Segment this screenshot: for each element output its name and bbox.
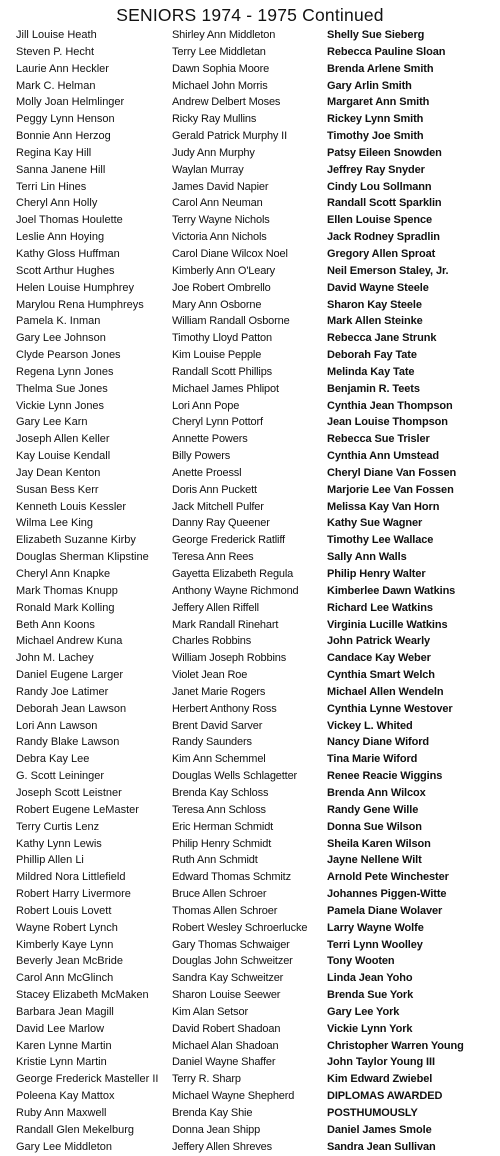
senior-name: Ruth Ann Schmidt: [172, 854, 258, 867]
senior-name: Ellen Louise Spence: [327, 214, 433, 227]
senior-name: Rebecca Pauline Sloan: [327, 45, 446, 58]
senior-name: Benjamin R. Teets: [327, 382, 420, 395]
senior-name: Anette Proessl: [172, 466, 242, 479]
senior-name: Cynthia Jean Thompson: [327, 399, 453, 412]
senior-name: Timothy Lee Wallace: [327, 534, 434, 547]
senior-name: Wilma Lee King: [16, 517, 94, 530]
senior-name: Arnold Pete Winchester: [327, 871, 449, 884]
senior-name: Brenda Kay Schloss: [172, 786, 269, 799]
senior-name: Cindy Lou Sollmann: [327, 180, 432, 193]
senior-name: Cheryl Ann Knapke: [16, 568, 111, 580]
senior-name: Kim Louise Pepple: [172, 349, 262, 362]
senior-name: Candace Kay Weber: [327, 652, 431, 665]
senior-name: Doris Ann Puckett: [172, 483, 257, 496]
senior-name: Terry Lee Middletan: [172, 45, 266, 58]
senior-name: Kathy Sue Wagner: [327, 517, 423, 530]
senior-name: Michael Allen Wendeln: [327, 685, 444, 698]
senior-name: Peggy Lynn Henson: [16, 113, 115, 126]
senior-name: Michael Andrew Kuna: [16, 635, 123, 648]
senior-name: Gary Arlin Smith: [327, 79, 412, 92]
senior-name: Carol Diane Wilcox Noel: [172, 247, 288, 260]
senior-name: Cheryl Ann Holly: [16, 197, 98, 210]
senior-name: Sally Ann Walls: [327, 551, 407, 564]
senior-name: Eric Herman Schmidt: [172, 820, 274, 833]
senior-name: Sanna Janene Hill: [16, 163, 106, 176]
senior-name: David Robert Shadoan: [172, 1022, 281, 1035]
senior-name: Linda Jean Yoho: [327, 972, 413, 985]
senior-name: Anthony Wayne Richmond: [172, 584, 299, 597]
senior-name: Rebecca Sue Trisler: [327, 433, 430, 446]
senior-name: Janet Marie Rogers: [172, 685, 266, 698]
senior-name: William Randall Osborne: [172, 315, 290, 328]
senior-name: Tony Wooten: [327, 955, 395, 968]
senior-name: Terry Wayne Nichols: [172, 214, 270, 227]
senior-name: Waylan Murray: [172, 163, 244, 176]
senior-name: Kay Louise Kendall: [16, 450, 111, 463]
senior-name: Carol Ann Neuman: [172, 197, 263, 210]
senior-name: G. Scott Leininger: [16, 770, 105, 783]
senior-name: Kristie Lynn Martin: [16, 1056, 107, 1069]
senior-name: Philip Henry Schmidt: [172, 837, 272, 850]
senior-name: Scott Arthur Hughes: [16, 264, 115, 277]
senior-name: Shirley Ann Middleton: [172, 29, 276, 41]
senior-name: Jeffrey Ray Snyder: [327, 163, 425, 176]
senior-name: Jeffery Allen Shreves: [172, 1140, 272, 1153]
senior-name: Gary Lee Johnson: [16, 332, 106, 345]
senior-name: Rickey Lynn Smith: [327, 113, 424, 126]
senior-name: Sharon Louise Seewer: [172, 989, 281, 1002]
senior-name: Edward Thomas Schmitz: [172, 871, 291, 884]
senior-name: George Frederick Masteller II: [16, 1073, 159, 1086]
senior-name: Judy Ann Murphy: [172, 146, 255, 159]
senior-name: Joe Robert Ombrello: [172, 281, 271, 294]
senior-name: Jay Dean Kenton: [16, 466, 101, 479]
senior-name: Timothy Joe Smith: [327, 130, 424, 143]
senior-name: Ronald Mark Kolling: [16, 601, 115, 614]
senior-name: Pamela Diane Wolaver: [327, 904, 443, 917]
senior-name: Debra Kay Lee: [16, 753, 90, 766]
senior-name: Mark C. Helman: [16, 79, 96, 92]
senior-name: Gary Lee York: [327, 1005, 400, 1018]
senior-name: Thelma Sue Jones: [16, 382, 108, 395]
senior-name: Beverly Jean McBride: [16, 955, 123, 968]
senior-name: Andrew Delbert Moses: [172, 96, 281, 109]
senior-name: Thomas Allen Schroer: [172, 904, 278, 917]
senior-name: Brenda Arlene Smith: [327, 62, 434, 75]
senior-name: Joel Thomas Houlette: [16, 214, 123, 227]
senior-name: Michael John Morris: [172, 79, 268, 92]
page-title: SENIORS 1974 - 1975 Continued: [116, 5, 384, 25]
senior-name: Sandra Jean Sullivan: [327, 1140, 436, 1153]
senior-name: Neil Emerson Staley, Jr.: [327, 264, 449, 277]
senior-name: Terri Lin Hines: [16, 180, 87, 193]
senior-name: Gary Lee Middleton: [16, 1140, 112, 1153]
senior-name: Dawn Sophia Moore: [172, 62, 270, 75]
senior-name: Cynthia Smart Welch: [327, 669, 435, 682]
senior-name: Cynthia Lynne Westover: [327, 702, 453, 715]
senior-name: Douglas Wells Schlagetter: [172, 770, 298, 783]
senior-name: Donna Sue Wilson: [327, 820, 422, 833]
senior-name: Karen Lynne Martin: [16, 1039, 112, 1052]
senior-name: Philip Henry Walter: [327, 568, 426, 580]
senior-name: Beth Ann Koons: [16, 618, 95, 631]
senior-name: Pamela K. Inman: [16, 315, 101, 328]
senior-name: Helen Louise Humphrey: [16, 281, 135, 294]
senior-name: Renee Reacie Wiggins: [327, 770, 443, 783]
name-column-1: [16, 27, 176, 1156]
senior-name: Marjorie Lee Van Fossen: [327, 483, 454, 496]
senior-name: Ricky Ray Mullins: [172, 113, 257, 126]
senior-name: Herbert Anthony Ross: [172, 702, 277, 715]
senior-name: Stacey Elizabeth McMaken: [16, 989, 149, 1002]
senior-name: Daniel James Smole: [327, 1123, 432, 1136]
senior-name: Timothy Lloyd Patton: [172, 332, 272, 345]
senior-name: Johannes Piggen-Witte: [327, 888, 447, 901]
senior-name: Regina Kay Hill: [16, 146, 92, 159]
senior-name: John M. Lachey: [16, 652, 94, 665]
senior-name: Nancy Diane Wiford: [327, 736, 430, 749]
senior-name: Vickie Lynn Jones: [16, 399, 105, 412]
senior-name: Rebecca Jane Strunk: [327, 332, 437, 345]
senior-name: Deborah Jean Lawson: [16, 702, 127, 715]
senior-name: Barbara Jean Magill: [16, 1005, 114, 1018]
senior-name: Margaret Ann Smith: [327, 96, 430, 109]
senior-name: Patsy Eileen Snowden: [327, 146, 442, 159]
senior-name: Mary Ann Osborne: [172, 298, 262, 311]
senior-name: Kathy Lynn Lewis: [16, 837, 102, 850]
senior-name: Gary Lee Karn: [16, 416, 88, 429]
senior-name: Regena Lynn Jones: [16, 365, 114, 378]
senior-name: Sheila Karen Wilson: [327, 837, 431, 850]
senior-name: Mark Randall Rinehart: [172, 618, 279, 631]
senior-name: Steven P. Hecht: [16, 45, 95, 58]
senior-name: Jeffery Allen Riffell: [172, 601, 259, 614]
senior-name: Victoria Ann Nichols: [172, 231, 267, 244]
name-column-2: [172, 27, 332, 1156]
senior-name: John Taylor Young III: [327, 1056, 435, 1069]
senior-name: Brenda Sue York: [327, 989, 414, 1002]
senior-name: Robert Wesley Schroerlucke: [172, 921, 308, 934]
senior-name: Marylou Rena Humphreys: [16, 298, 144, 311]
senior-name: POSTHUMOUSLY: [327, 1107, 418, 1119]
senior-name: Randy Blake Lawson: [16, 736, 120, 749]
senior-name: Randall Scott Sparklin: [327, 197, 442, 210]
senior-name: Mildred Nora Littlefield: [16, 871, 126, 884]
senior-name: Bruce Allen Schroer: [172, 888, 267, 901]
senior-name: Melinda Kay Tate: [327, 365, 415, 378]
senior-name: Annette Powers: [172, 433, 248, 446]
senior-name: Daniel Eugene Larger: [16, 669, 124, 682]
senior-name: Kim Ann Schemmel: [172, 753, 266, 766]
senior-name: Cynthia Ann Umstead: [327, 450, 439, 463]
senior-name: Susan Bess Kerr: [16, 483, 99, 496]
senior-name: Michael James Phlipot: [172, 382, 279, 395]
senior-name: Charles Robbins: [172, 635, 252, 648]
senior-name: Brenda Kay Shie: [172, 1107, 253, 1119]
senior-name: Clyde Pearson Jones: [16, 349, 121, 362]
senior-name: Deborah Fay Tate: [327, 349, 417, 362]
senior-name: Molly Joan Helmlinger: [16, 96, 125, 109]
senior-name: Jayne Nellene Wilt: [327, 854, 422, 867]
senior-name: Douglas Sherman Klipstine: [16, 551, 149, 564]
senior-name: Gerald Patrick Murphy II: [172, 130, 287, 143]
senior-name: Robert Louis Lovett: [16, 904, 112, 917]
senior-name: Shelly Sue Sieberg: [327, 29, 425, 41]
senior-name: William Joseph Robbins: [172, 652, 287, 665]
senior-name: Vickey L. Whited: [327, 719, 413, 732]
senior-name: David Lee Marlow: [16, 1022, 105, 1035]
senior-name: Gary Thomas Schwaiger: [172, 938, 290, 951]
senior-name: Kathy Gloss Huffman: [16, 247, 120, 260]
senior-name: Randall Scott Phillips: [172, 365, 273, 378]
senior-name: Gayetta Elizabeth Regula: [172, 568, 294, 580]
senior-name: Christopher Warren Young: [327, 1039, 464, 1052]
name-column-3: [327, 27, 497, 1156]
senior-name: Billy Powers: [172, 450, 231, 463]
senior-name: Cheryl Diane Van Fossen: [327, 466, 457, 479]
senior-name: Richard Lee Watkins: [327, 601, 433, 614]
senior-name: Danny Ray Queener: [172, 517, 270, 530]
senior-name: Virginia Lucille Watkins: [327, 618, 448, 631]
senior-name: Jack Mitchell Pulfer: [172, 500, 264, 513]
senior-name: Sharon Kay Steele: [327, 298, 422, 311]
senior-name: Wayne Robert Lynch: [16, 921, 118, 934]
senior-name: Donna Jean Shipp: [172, 1123, 261, 1136]
senior-name: Kimberly Kaye Lynn: [16, 938, 114, 951]
senior-name: Melissa Kay Van Horn: [327, 500, 440, 513]
senior-name: Kimberlee Dawn Watkins: [327, 584, 456, 597]
senior-name: James David Napier: [172, 180, 269, 193]
senior-name: Lori Ann Pope: [172, 399, 240, 412]
senior-name: DIPLOMAS AWARDED: [327, 1090, 443, 1103]
senior-name: Jean Louise Thompson: [327, 416, 448, 429]
senior-name: Jack Rodney Spradlin: [327, 231, 440, 244]
senior-name: Leslie Ann Hoying: [16, 231, 105, 244]
senior-name: Joseph Scott Leistner: [16, 786, 122, 799]
senior-name: Cheryl Lynn Pottorf: [172, 416, 263, 429]
senior-name: Michael Wayne Shepherd: [172, 1090, 295, 1103]
senior-name: Phillip Allen Li: [16, 854, 84, 867]
senior-name: Mark Allen Steinke: [327, 315, 423, 328]
senior-name: John Patrick Wearly: [327, 635, 431, 648]
senior-name: Gregory Allen Sproat: [327, 247, 436, 260]
senior-name: Kenneth Louis Kessler: [16, 500, 127, 513]
senior-name: Daniel Wayne Shaffer: [172, 1056, 276, 1069]
senior-name: Vickie Lynn York: [327, 1022, 413, 1035]
senior-name: Randy Saunders: [172, 736, 252, 749]
senior-name: Elizabeth Suzanne Kirby: [16, 534, 136, 547]
senior-name: Terry R. Sharp: [172, 1073, 241, 1086]
senior-name: Kimberly Ann O'Leary: [172, 264, 276, 277]
senior-name: Teresa Ann Rees: [172, 551, 254, 564]
senior-name: Randy Gene Wille: [327, 803, 419, 816]
senior-name: Terri Lynn Woolley: [327, 938, 423, 951]
senior-name: Michael Alan Shadoan: [172, 1039, 279, 1052]
senior-name: Larry Wayne Wolfe: [327, 921, 424, 934]
senior-name: Robert Eugene LeMaster: [16, 803, 139, 816]
senior-name: Jill Louise Heath: [16, 29, 97, 41]
senior-name: Mark Thomas Knupp: [16, 584, 118, 597]
senior-name: Joseph Allen Keller: [16, 433, 110, 446]
senior-name: Violet Jean Roe: [172, 669, 248, 682]
senior-name: Brenda Ann Wilcox: [327, 786, 426, 799]
senior-name: Teresa Ann Schloss: [172, 803, 266, 816]
senior-name: Douglas John Schweitzer: [172, 955, 293, 968]
senior-name: Brent David Sarver: [172, 719, 263, 732]
senior-name: Randall Glen Mekelburg: [16, 1123, 135, 1136]
senior-name: Kim Alan Setsor: [172, 1005, 249, 1018]
senior-name: Carol Ann McGlinch: [16, 972, 114, 985]
senior-name: Laurie Ann Heckler: [16, 62, 109, 75]
senior-name: Kim Edward Zwiebel: [327, 1073, 433, 1086]
senior-name: Sandra Kay Schweitzer: [172, 972, 284, 985]
senior-name: Tina Marie Wiford: [327, 753, 418, 766]
senior-name: Lori Ann Lawson: [16, 719, 98, 732]
senior-name: David Wayne Steele: [327, 281, 429, 294]
senior-name: Terry Curtis Lenz: [16, 820, 100, 833]
senior-name: Poleena Kay Mattox: [16, 1090, 115, 1103]
senior-name: Randy Joe Latimer: [16, 685, 109, 698]
senior-name: George Frederick Ratliff: [172, 534, 285, 547]
senior-name: Bonnie Ann Herzog: [16, 130, 111, 143]
senior-name: Ruby Ann Maxwell: [16, 1107, 107, 1119]
senior-name: Robert Harry Livermore: [16, 888, 131, 901]
